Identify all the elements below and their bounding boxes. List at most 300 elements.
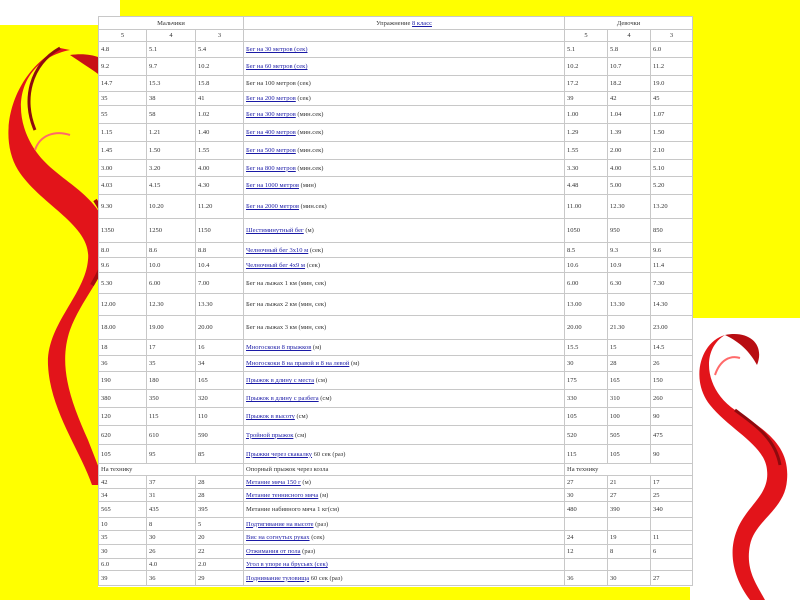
exercise-cell [244, 42, 565, 58]
exercise-cell [244, 356, 565, 372]
exercise-link[interactable]: Бег на 60 метров (сек) [246, 63, 308, 70]
table-row [99, 316, 693, 340]
exercise-unit-text: Бег на 100 метров (сек) [246, 80, 311, 87]
boys-grade-4-cell: 35 [147, 356, 196, 372]
table-row [99, 571, 693, 586]
girls-grade-5-cell: 10.2 [565, 58, 608, 76]
boys-grade-3-cell: 7.00 [196, 273, 244, 294]
table-row [99, 219, 693, 243]
boys-grade-4-cell: 95 [147, 445, 196, 464]
girls-grade-4-cell: 15 [608, 340, 651, 356]
exercise-link[interactable]: Бег на 1000 метров [246, 182, 300, 189]
boys-grade-4-cell: 10.20 [147, 195, 196, 219]
boys-grade-3-cell: 4.30 [196, 177, 244, 195]
boys-grade-3-cell: 590 [196, 426, 244, 445]
boys-grade-5-cell: 34 [99, 489, 147, 502]
table-row [99, 390, 693, 408]
girls-grade-4-cell [608, 559, 651, 571]
exercise-link[interactable]: Метание мяча 150 г [246, 478, 301, 486]
exercise-cell [244, 390, 565, 408]
girls-grade-4-cell: 9.3 [608, 243, 651, 258]
exercise-link[interactable]: Тройной прыжок [246, 431, 294, 439]
girls-grade-5-cell: 115 [565, 445, 608, 464]
girls-grade-3-cell: 7.30 [651, 273, 693, 294]
exercise-unit-text: Опорный прыжок через козла [246, 466, 329, 473]
exercise-cell [244, 559, 565, 571]
boys-grade-5-cell: 1350 [99, 219, 147, 243]
girls-grade-4-cell: 505 [608, 426, 651, 445]
exercise-unit-text: Метание набивного мяча 1 кг(см) [246, 506, 340, 513]
exercise-unit-text: 60 сек (раз) [312, 450, 346, 458]
exercise-unit-text: (м) [303, 227, 314, 234]
girls-grade-3-cell: 260 [651, 390, 693, 408]
boys-grade-3-cell: 10.2 [196, 58, 244, 76]
boys-grade-3-cell: 16 [196, 340, 244, 356]
exercise-unit-text: (сек) [305, 261, 321, 269]
girls-grade-3-cell: 90 [651, 408, 693, 426]
girls-grade-5-cell: 13.00 [565, 294, 608, 316]
exercise-link[interactable]: Челночный бег 4х9 м [246, 261, 306, 269]
boys-grade-5-cell: 1.15 [99, 124, 147, 142]
boys-grade-3: 3 [196, 30, 244, 42]
boys-grade-5-cell: 5.30 [99, 273, 147, 294]
girls-grade-3-cell: 475 [651, 426, 693, 445]
boys-grade-3-cell: 13.30 [196, 294, 244, 316]
boys-grade-4-cell: 58 [147, 106, 196, 124]
exercise-unit-text: Бег на лыжах 3 км (мин, сек) [246, 324, 327, 331]
girls-grade-4-cell: 6.30 [608, 273, 651, 294]
boys-grade-4-cell: 4.0 [147, 559, 196, 571]
boys-grade-5-cell: 18.00 [99, 316, 147, 340]
table-row [99, 294, 693, 316]
exercise-cell [244, 545, 565, 559]
exercise-cell [244, 408, 565, 426]
exercise-link[interactable]: Угол в упоре на брусьях (сек) [246, 561, 328, 568]
girls-grade-4-cell: 950 [608, 219, 651, 243]
exercise-link[interactable]: Метание теннисного мяча [246, 491, 319, 499]
table-row [99, 502, 693, 518]
boys-grade-4-cell: 17 [147, 340, 196, 356]
exercise-link[interactable]: Подтягивание на высоте [246, 520, 314, 528]
exercise-cell [244, 518, 565, 531]
boys-grade-5-cell: 39 [99, 571, 147, 586]
exercise-unit-text: (мин.сек) [295, 147, 324, 154]
girls-grade-5-cell: 24 [565, 531, 608, 545]
girls-header: Девочки [565, 17, 693, 30]
boys-grade-4-cell: 15.3 [147, 76, 196, 92]
boys-grade-3-cell: 34 [196, 356, 244, 372]
girls-grade-3-cell: 5.20 [651, 177, 693, 195]
girls-grade-5-cell: 4.48 [565, 177, 608, 195]
girls-grade-3-cell: 6.0 [651, 42, 693, 58]
boys-grade-3-cell: 2.0 [196, 559, 244, 571]
girls-grade-4-cell: 100 [608, 408, 651, 426]
boys-grade-4-cell: 8.6 [147, 243, 196, 258]
table-row [99, 559, 693, 571]
boys-grade-4-cell: 3.20 [147, 160, 196, 177]
table-row [99, 408, 693, 426]
girls-grade-5-cell: 10.6 [565, 258, 608, 273]
boys-grade-3-cell: 110 [196, 408, 244, 426]
exercise-unit-text: (см) [318, 395, 332, 402]
boys-grade-5-cell: 9.30 [99, 195, 147, 219]
girls-grade-4-cell: 27 [608, 489, 651, 502]
exercise-cell [244, 489, 565, 502]
girls-grade-3: 3 [651, 30, 693, 42]
boys-grade-5: 5 [99, 30, 147, 42]
girls-grade-5-cell: 105 [565, 408, 608, 426]
boys-grade-3-cell: 20 [196, 531, 244, 545]
girls-grade-4-cell: 105 [608, 445, 651, 464]
exercise-unit-text: Бег на лыжах 1 км (мин, сек) [246, 279, 327, 287]
exercise-cell [244, 571, 565, 586]
girls-grade-5-cell: 39 [565, 92, 608, 106]
exercise-unit-text: 60 сек (раз) [309, 574, 343, 582]
girls-grade-3-cell: 2.10 [651, 142, 693, 160]
exercise-link[interactable]: Многоскоки 8 на правой и 8 на левой [246, 360, 350, 367]
exercise-link[interactable]: Вис на согнутых руках [246, 534, 310, 541]
boys-grade-4-cell: 350 [147, 390, 196, 408]
girls-grade-4-cell: 5.00 [608, 177, 651, 195]
table-row [99, 243, 693, 258]
boys-grade-4-cell: 38 [147, 92, 196, 106]
exercise-cell [244, 58, 565, 76]
girls-grade-5-cell: 5.1 [565, 42, 608, 58]
exercise-link[interactable]: Отжимания от пола [246, 548, 301, 555]
girls-grade-5-cell: 20.00 [565, 316, 608, 340]
exercise-link[interactable]: Прыжок в высоту [246, 413, 295, 420]
girls-grade-5-cell: 6.00 [565, 273, 608, 294]
exercise-unit-text: (мин.сек) [295, 164, 324, 172]
exercise-link[interactable]: Бег на 300 метров [246, 111, 296, 118]
table-row [99, 76, 693, 92]
boys-grade-4-cell: 36 [147, 571, 196, 586]
exercise-cell [244, 445, 565, 464]
boys-grade-4-cell: 6.00 [147, 273, 196, 294]
boys-grade-4-cell: 31 [147, 489, 196, 502]
boys-grade-3-cell: 8.8 [196, 243, 244, 258]
girls-grade-5-cell: 3.30 [565, 160, 608, 177]
girls-grade-3-cell: 27 [651, 571, 693, 586]
standards-table [98, 16, 693, 586]
table-row [99, 142, 693, 160]
boys-grade-5-cell: 190 [99, 372, 147, 390]
girls-grade-3-cell: 90 [651, 445, 693, 464]
boys-grade-5-cell: 4.03 [99, 177, 147, 195]
girls-grade-4-cell: 10.7 [608, 58, 651, 76]
girls-grade-5-cell: 27 [565, 476, 608, 489]
exercise-unit-text: Бег на лыжах 2 км (мин, сек) [246, 301, 327, 308]
boys-grade-4-cell: 26 [147, 545, 196, 559]
boys-grade-3-cell: 5 [196, 518, 244, 531]
girls-grade-5-cell: 12 [565, 545, 608, 559]
boys-grade-3-cell: 395 [196, 502, 244, 518]
boys-grade-4-cell: 1.21 [147, 124, 196, 142]
exercise-link[interactable]: Поднимание туловища [246, 574, 310, 582]
girls-grade-4-cell: 42 [608, 92, 651, 106]
boys-grade-4-cell: 30 [147, 531, 196, 545]
table-row [99, 464, 693, 476]
exercise-link[interactable]: Бег на 2000 метров [246, 203, 300, 210]
table-row [99, 445, 693, 464]
boys-grade-3-cell: 29 [196, 571, 244, 586]
exercise-header-label: Упражнение [376, 19, 413, 27]
girls-grade-3-cell: 25 [651, 489, 693, 502]
girls-grade-5-cell: 11.00 [565, 195, 608, 219]
girls-grade-3-cell: 11.2 [651, 58, 693, 76]
girls-grade-5-cell: 1.29 [565, 124, 608, 142]
girls-grade-4-cell: 1.04 [608, 106, 651, 124]
table-row [99, 177, 693, 195]
boys-grade-3-cell: 1150 [196, 219, 244, 243]
girls-grade-3-cell: 14.30 [651, 294, 693, 316]
exercise-link[interactable]: Бег на 800 метров [246, 164, 296, 172]
boys-grade-5-cell: 8.0 [99, 243, 147, 258]
boys-grade-3-cell: 15.8 [196, 76, 244, 92]
girls-grade-5-cell: 17.2 [565, 76, 608, 92]
exercise-unit-text: (сек) [309, 534, 325, 541]
girls-grade-5-cell: 175 [565, 372, 608, 390]
boys-grade-4-cell: 1.50 [147, 142, 196, 160]
exercise-cell [244, 426, 565, 445]
exercise-unit-text: (м) [300, 478, 311, 486]
boys-grade-4-cell: 10.0 [147, 258, 196, 273]
boys-grade-4-cell: 5.1 [147, 42, 196, 58]
girls-grade-4-cell: 2.00 [608, 142, 651, 160]
girls-grade-4-cell: 8 [608, 545, 651, 559]
girls-grade-5-cell: 8.5 [565, 243, 608, 258]
girls-grade-3-cell [651, 559, 693, 571]
girls-grade-3-cell: 14.5 [651, 340, 693, 356]
boys-grade-5-cell: 3.00 [99, 160, 147, 177]
boys-grade-3-cell: 10.4 [196, 258, 244, 273]
boys-header: Мальчики [99, 17, 244, 30]
girls-grade-3-cell: 340 [651, 502, 693, 518]
girls-grade-5-cell [565, 559, 608, 571]
girls-grade-3-cell: 19.0 [651, 76, 693, 92]
exercise-cell [244, 273, 565, 294]
grades-header-row [99, 30, 693, 42]
boys-grade-4-cell: 19.00 [147, 316, 196, 340]
girls-grade-5-cell: 30 [565, 489, 608, 502]
exercise-cell [244, 243, 565, 258]
exercise-link[interactable]: Бег на 500 метров [246, 147, 296, 154]
girls-grade-5-cell: 330 [565, 390, 608, 408]
boys-grade-5-cell: 9.6 [99, 258, 147, 273]
girls-grade-4-cell: 165 [608, 372, 651, 390]
table-row [99, 531, 693, 545]
boys-grade-4-cell: 37 [147, 476, 196, 489]
boys-grade-5-cell: 1.45 [99, 142, 147, 160]
girls-grade-3-cell: 17 [651, 476, 693, 489]
girls-grade-3-cell [651, 518, 693, 531]
right-ribbon-icon [695, 330, 800, 600]
table-row [99, 340, 693, 356]
boys-grade-3-cell: 165 [196, 372, 244, 390]
boys-grade-5-cell: 4.8 [99, 42, 147, 58]
boys-grade-3-cell: 1.40 [196, 124, 244, 142]
exercise-link[interactable]: Прыжок в длину с места [246, 377, 315, 384]
girls-grade-3-cell: 6 [651, 545, 693, 559]
exercise-cell [244, 124, 565, 142]
boys-grade-3-cell: 1.02 [196, 106, 244, 124]
boys-grade-3-cell: 22 [196, 545, 244, 559]
boys-grade-5-cell: 14.7 [99, 76, 147, 92]
boys-grade-4: 4 [147, 30, 196, 42]
girls-grade-4-cell: 19 [608, 531, 651, 545]
exercise-unit-text: (раз) [300, 548, 316, 555]
exercise-cell [244, 258, 565, 273]
exercise-cell [244, 316, 565, 340]
girls-grade-4-cell: 30 [608, 571, 651, 586]
exercise-link[interactable]: Прыжок в длину с разбега [246, 395, 319, 402]
exercise-cell [244, 92, 565, 106]
table-row [99, 489, 693, 502]
girls-grade-5-cell: 15.5 [565, 340, 608, 356]
boys-grade-4-cell: 1250 [147, 219, 196, 243]
girls-grade-4-cell: 13.30 [608, 294, 651, 316]
girls-grade-4-cell: 390 [608, 502, 651, 518]
exercise-unit-text: (м) [318, 491, 329, 499]
table-row [99, 545, 693, 559]
girls-grade-4-cell: 310 [608, 390, 651, 408]
exercise-link[interactable]: Прыжки через скакалку [246, 450, 313, 458]
girls-grade-4-cell [608, 518, 651, 531]
boys-grade-3-cell: 41 [196, 92, 244, 106]
exercise-cell [244, 294, 565, 316]
boys-grade-5-cell: 120 [99, 408, 147, 426]
exercise-cell [244, 340, 565, 356]
boys-grade-4-cell: 610 [147, 426, 196, 445]
boys-grade-3-cell: 5.4 [196, 42, 244, 58]
girls-grade-3-cell: 23.00 [651, 316, 693, 340]
boys-grade-5-cell: 35 [99, 531, 147, 545]
girls-grade-5-cell: 36 [565, 571, 608, 586]
girls-grade-5-cell: 480 [565, 502, 608, 518]
boys-grade-3-cell: 28 [196, 476, 244, 489]
boys-grade-3-cell: 20.00 [196, 316, 244, 340]
exercise-link[interactable]: Челночный бег 3х10 м [246, 246, 309, 254]
girls-grade-3-cell: 5.10 [651, 160, 693, 177]
girls-grade-3-cell: 150 [651, 372, 693, 390]
table-row [99, 426, 693, 445]
exercise-unit-text: (мин.сек) [295, 129, 324, 136]
boys-grade-3-cell: 85 [196, 445, 244, 464]
exercise-link[interactable]: Бег на 30 метров (сек) [246, 46, 308, 53]
exercise-unit-text: (раз) [313, 520, 329, 528]
boys-grade-5-cell: 9.2 [99, 58, 147, 76]
boys-grade-3-cell: 1.55 [196, 142, 244, 160]
boys-grade-3-cell: 11.20 [196, 195, 244, 219]
girls-grade-5: 5 [565, 30, 608, 42]
table-row [99, 160, 693, 177]
boys-grade-5-cell: 380 [99, 390, 147, 408]
girls-grade-5-cell: 30 [565, 356, 608, 372]
girls-grade-5-cell: 520 [565, 426, 608, 445]
boys-grade-5-cell: 10 [99, 518, 147, 531]
exercise-cell [244, 142, 565, 160]
girls-span-cell: На технику [565, 464, 693, 476]
grade-8-link[interactable]: 8 класс [412, 19, 432, 27]
girls-grade-3-cell: 1.50 [651, 124, 693, 142]
girls-grade-4-cell: 28 [608, 356, 651, 372]
exercise-unit-text: (мин) [299, 182, 317, 189]
boys-grade-5-cell: 36 [99, 356, 147, 372]
boys-grade-3-cell: 4.00 [196, 160, 244, 177]
exercise-unit-text: (сек) [295, 95, 311, 102]
table-header-row [99, 17, 693, 30]
exercise-link[interactable]: Бег на 200 метров [246, 95, 296, 102]
table-row [99, 258, 693, 273]
table-row [99, 42, 693, 58]
table-row [99, 195, 693, 219]
boys-grade-4-cell: 9.7 [147, 58, 196, 76]
boys-grade-5-cell: 105 [99, 445, 147, 464]
girls-grade-5-cell: 1.00 [565, 106, 608, 124]
girls-grade-3-cell: 45 [651, 92, 693, 106]
table-row [99, 106, 693, 124]
boys-grade-5-cell: 42 [99, 476, 147, 489]
table-row [99, 476, 693, 489]
exercise-unit-text: (сек) [308, 246, 324, 254]
exercise-unit-text: (мин.сек) [295, 111, 324, 118]
boys-grade-5-cell: 12.00 [99, 294, 147, 316]
exercise-cell [244, 476, 565, 489]
boys-span-cell: На технику [99, 464, 244, 476]
boys-grade-4-cell: 12.30 [147, 294, 196, 316]
table-row [99, 372, 693, 390]
boys-grade-5-cell: 565 [99, 502, 147, 518]
girls-grade-3-cell: 850 [651, 219, 693, 243]
exercise-cell [244, 160, 565, 177]
exercise-cell [244, 464, 565, 476]
girls-grade-4-cell: 21 [608, 476, 651, 489]
girls-grade-4-cell: 21.30 [608, 316, 651, 340]
girls-grade-4-cell: 12.30 [608, 195, 651, 219]
boys-grade-3-cell: 28 [196, 489, 244, 502]
exercise-cell [244, 177, 565, 195]
exercise-link[interactable]: Шестиминутный бег [246, 227, 304, 234]
exercise-header [244, 17, 565, 30]
girls-grade-4-cell: 1.39 [608, 124, 651, 142]
exercise-link[interactable]: Многоскоки 8 прыжков [246, 344, 312, 351]
boys-grade-5-cell: 35 [99, 92, 147, 106]
exercise-cell [244, 195, 565, 219]
table-row [99, 518, 693, 531]
table-row [99, 356, 693, 372]
boys-grade-3-cell: 320 [196, 390, 244, 408]
exercise-cell [244, 502, 565, 518]
boys-grade-5-cell: 620 [99, 426, 147, 445]
exercise-unit-text: (см) [294, 413, 308, 420]
girls-grade-3-cell: 26 [651, 356, 693, 372]
girls-grade-3-cell: 1.07 [651, 106, 693, 124]
table-row [99, 124, 693, 142]
exercise-link[interactable]: Бег на 400 метров [246, 129, 296, 136]
girls-grade-4-cell: 18.2 [608, 76, 651, 92]
girls-grade-4-cell: 5.8 [608, 42, 651, 58]
boys-grade-5-cell: 55 [99, 106, 147, 124]
girls-grade-3-cell: 13.20 [651, 195, 693, 219]
girls-grade-4-cell: 10.9 [608, 258, 651, 273]
exercise-unit-text: (мин.сек) [299, 203, 327, 210]
boys-grade-4-cell: 435 [147, 502, 196, 518]
exercise-cell [244, 372, 565, 390]
boys-grade-4-cell: 8 [147, 518, 196, 531]
exercise-cell [244, 106, 565, 124]
girls-grade-5-cell [565, 518, 608, 531]
exercise-cell [244, 219, 565, 243]
